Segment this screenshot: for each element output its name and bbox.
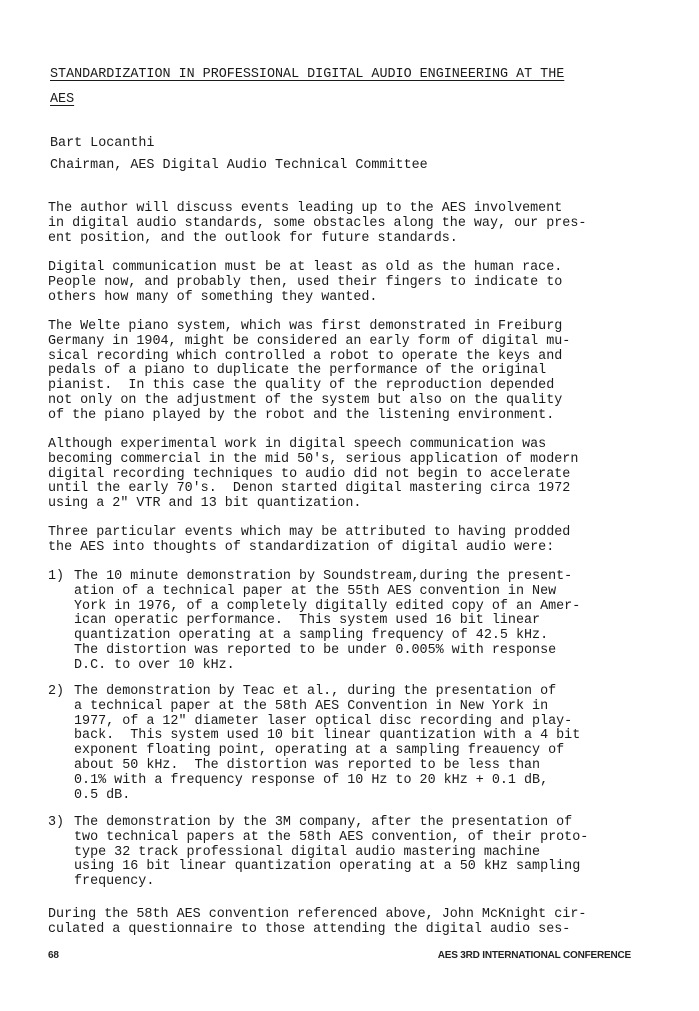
paper-title-line-2: AES: [50, 92, 75, 107]
paragraph-three-events: Three particular events which may be attributed to having prodded the AES into thoughts of standardization of digital audio were:: [48, 525, 571, 555]
event-text: The 10 minute demonstration by Soundstream,during the present- ation of a technical paper at the 55th AES convention in New York in 1976, of a completely digitally edited copy of an Amer- ican operatic performance. This system used 16 bit linear quantization operating at a sampling frequency of 42.5 kHz. The distortion was reported to be under 0.005% with response D.C. to over 10 kHz.: [74, 569, 581, 673]
event-text: The demonstration by Teac et al., during the presentation of a technical paper at the 58th AES Convention in New York in 1977, of a 12" diameter laser optical disc recording and play- back. This system used 10 bit linear quantization with a 4 bit exponent floating point, operating at a sampling freauency of about 50 kHz. The distortion was reported to be less than 0.1% with a frequency response of 10 Hz to 20 kHz + 0.1 dB, 0.5 dB.: [74, 684, 581, 803]
author-role: Chairman, AES Digital Audio Technical Committee: [50, 158, 428, 173]
event-number: 3): [48, 815, 65, 830]
paragraph-experimental-work: Although experimental work in digital speech communication was becoming commercial in the mid 50's, serious application of modern digital recording techniques to audio did not begin to accelerate until the early 70's. Denon started digital mastering circa 1972 using a 2" VTR and 13 bit quantization.: [48, 437, 579, 512]
footer-conference-name: AES 3RD INTERNATIONAL CONFERENCE: [437, 950, 631, 961]
event-number: 1): [48, 569, 65, 584]
paper-title-line-1: STANDARDIZATION IN PROFESSIONAL DIGITAL AUDIO ENGINEERING AT THE: [50, 67, 565, 82]
event-number: 2): [48, 684, 65, 699]
event-text: The demonstration by the 3M company, after the presentation of two technical papers at the 58th AES convention, of their proto- type 32 track professional digital audio mastering machine using 16 bit linear quantization operating at a 50 kHz sampling frequency.: [74, 815, 589, 890]
paragraph-digital-communication: Digital communication must be at least as old as the human race. People now, and probably then, used their fingers to indicate to others how many of something they wanted.: [48, 260, 563, 305]
author-name: Bart Locanthi: [50, 136, 155, 151]
paragraph-closing: During the 58th AES convention referenced above, John McKnight cir- culated a questionnaire to those attending the digital audio ses-: [48, 907, 587, 937]
paragraph-welte-piano: The Welte piano system, which was first demonstrated in Freiburg Germany in 1904, might be considered an early form of digital mu- sical recording which controlled a robot to operate the keys and pedals of a piano to duplicate the performance of the original pianist. In this case the quality of the reproduction depended not only on the adjustment of the system but also on the quality of the piano played by the robot and the listening environment.: [48, 319, 571, 423]
footer-page-number: 68: [48, 950, 59, 961]
paragraph-abstract: The author will discuss events leading up to the AES involvement in digital audio standards, some obstacles along the way, our pres- ent position, and the outlook for future standards.: [48, 201, 587, 246]
